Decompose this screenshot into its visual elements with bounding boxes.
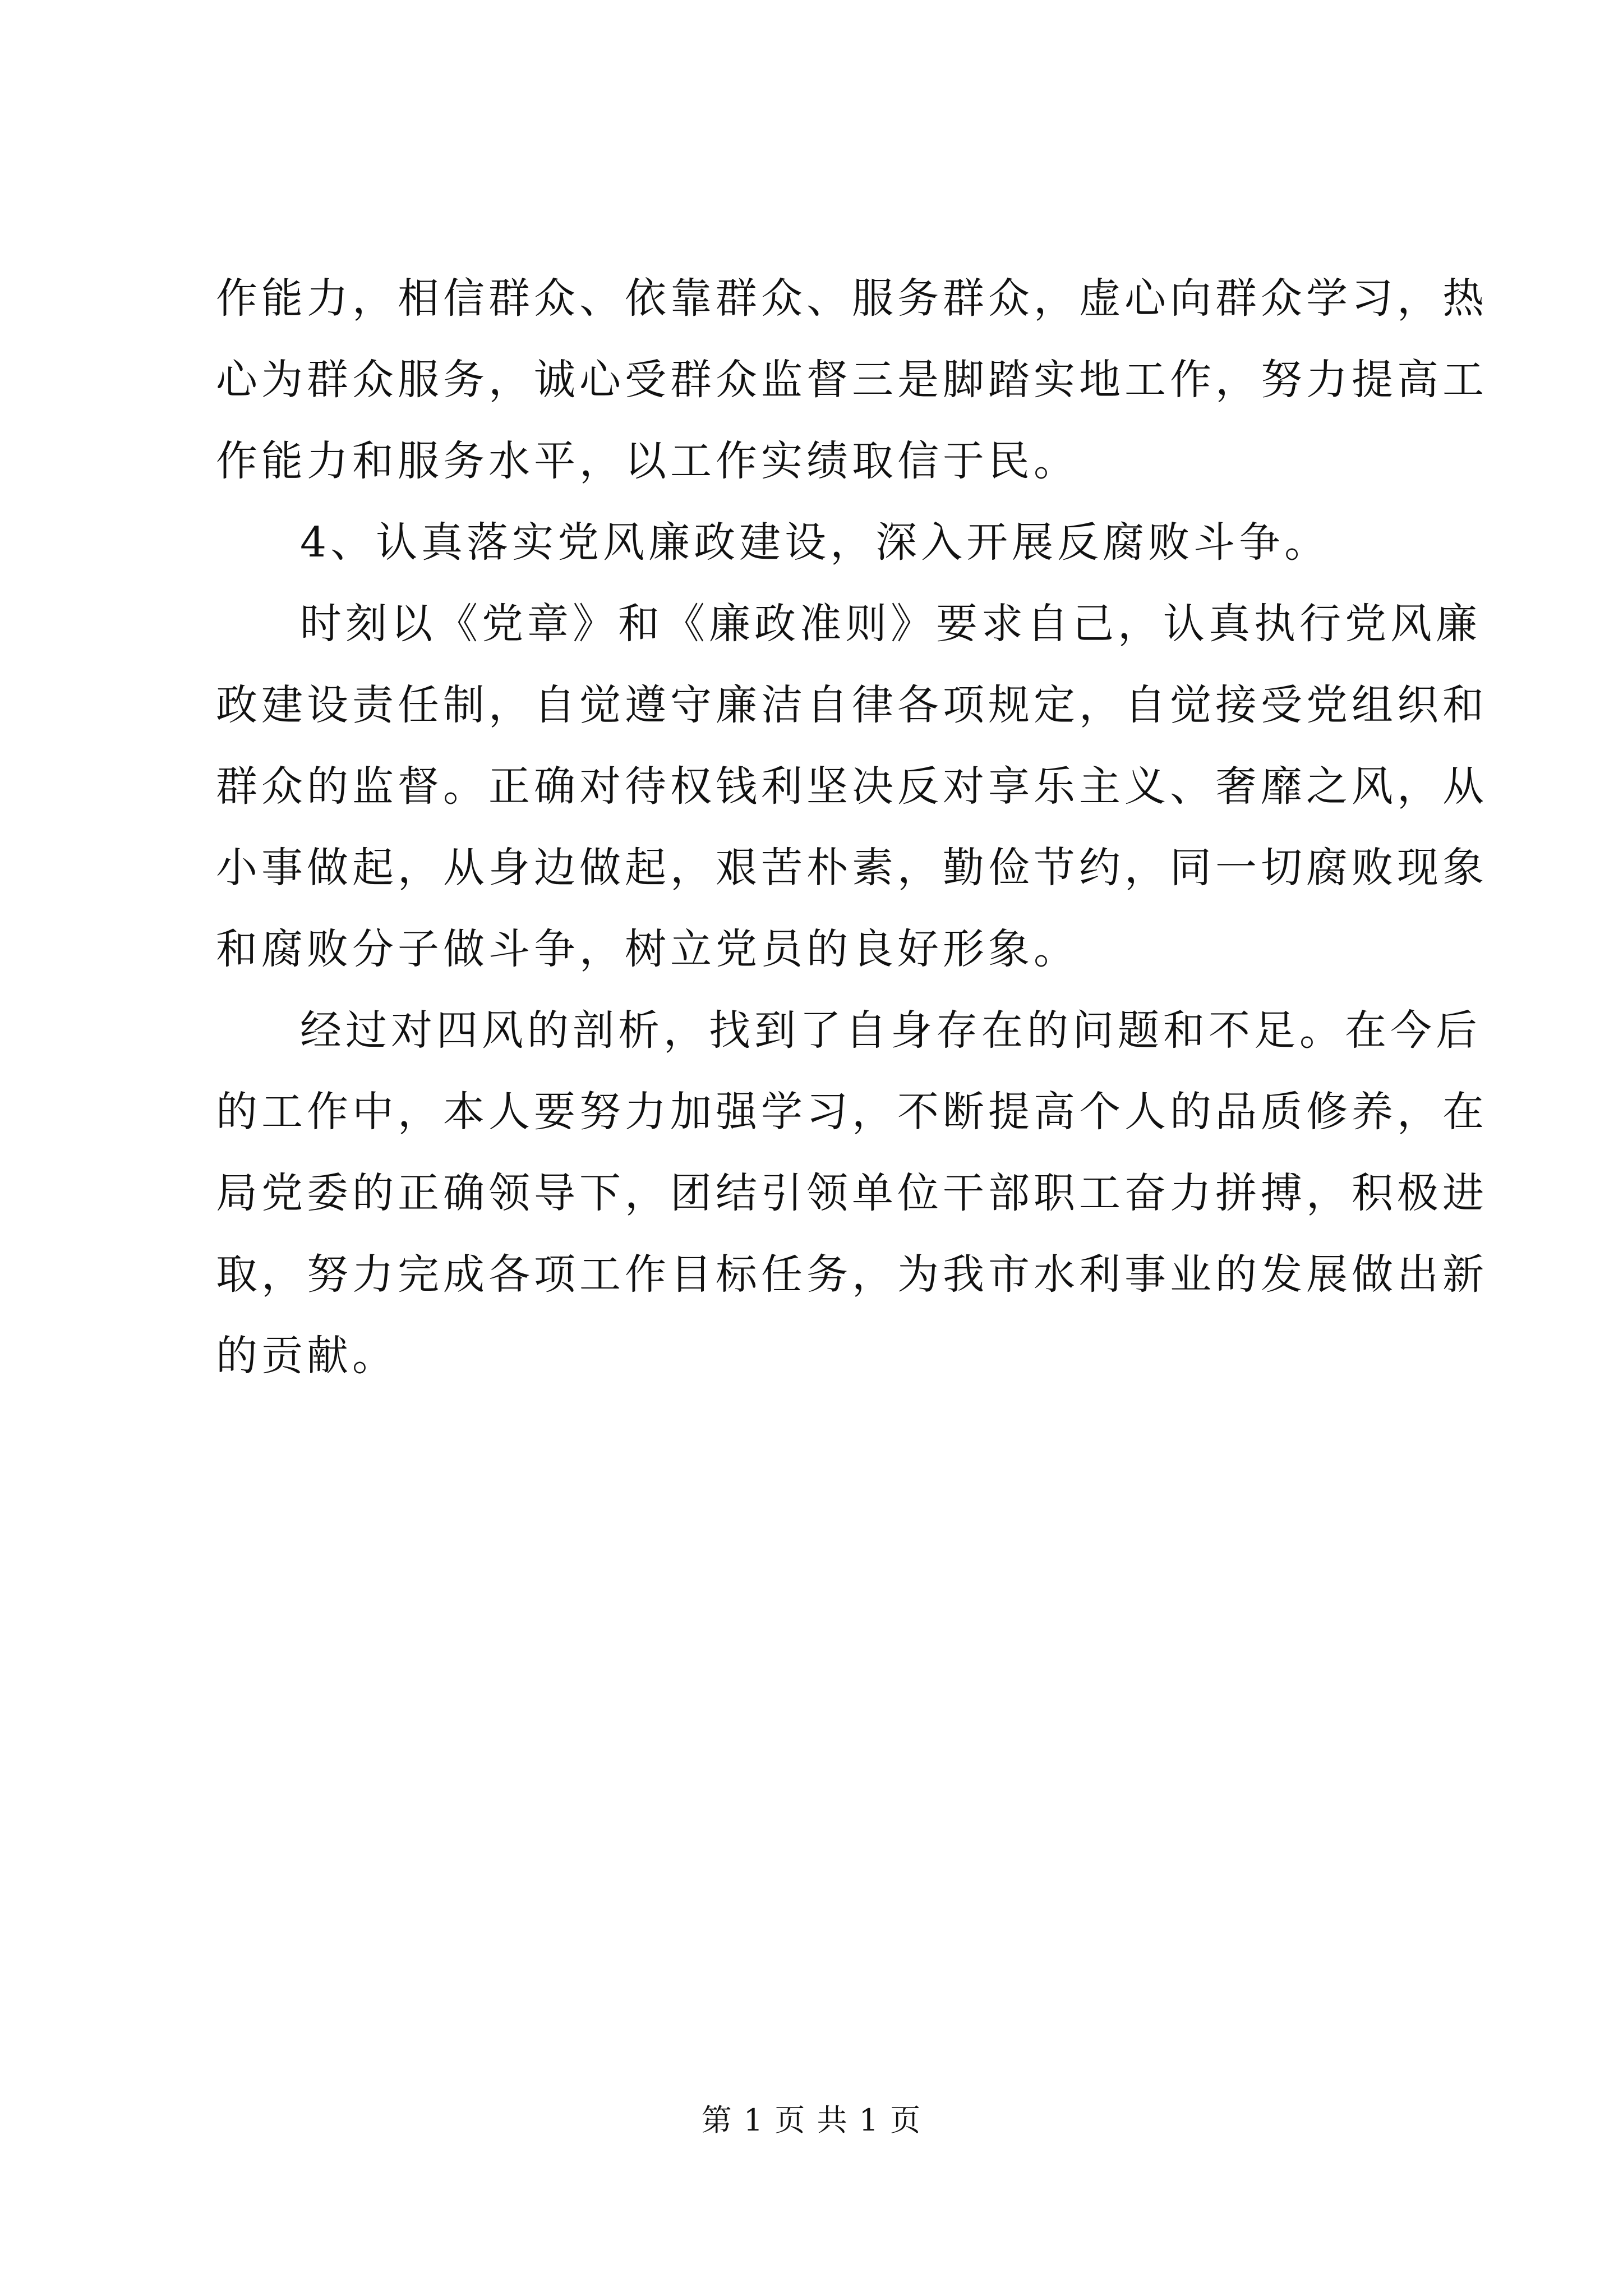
section-heading: 4、认真落实党风廉政建设，深入开展反腐败斗争。	[300, 518, 1330, 567]
text-line: 作能力，相信群众、依靠群众、服务群众，虚心向群众学习，热	[216, 274, 1488, 323]
text-line: 作能力和服务水平，以工作实绩取信于民。	[216, 437, 1079, 485]
text-line: 经过对四风的剖析，找到了自身存在的问题和不足。在今后	[300, 1006, 1481, 1055]
text-line: 局党委的正确领导下，团结引领单位干部职工奋力拼搏，积极进	[216, 1169, 1488, 1217]
text-line: 的贡献。	[216, 1332, 398, 1380]
page-number-footer: 第 1 页 共 1 页	[701, 2102, 922, 2138]
text-line: 群众的监督。正确对待权钱利坚决反对享乐主义、奢靡之风，从	[216, 762, 1488, 811]
text-line: 小事做起，从身边做起，艰苦朴素，勤俭节约，同一切腐败现象	[216, 844, 1488, 892]
document-body	[216, 258, 1488, 1397]
text-line: 取，努力完成各项工作目标任务，为我市水利事业的发展做出新	[216, 1250, 1488, 1299]
text-line: 政建设责任制，自觉遵守廉洁自律各项规定，自觉接受党组织和	[216, 681, 1488, 729]
text-line: 和腐败分子做斗争，树立党员的良好形象。	[216, 925, 1079, 973]
text-line: 的工作中，本人要努力加强学习，不断提高个人的品质修养，在	[216, 1088, 1488, 1136]
text-line: 心为群众服务，诚心受群众监督三是脚踏实地工作，努力提高工	[216, 356, 1488, 404]
text-line: 时刻以《党章》和《廉政准则》要求自己，认真执行党风廉	[300, 600, 1481, 648]
